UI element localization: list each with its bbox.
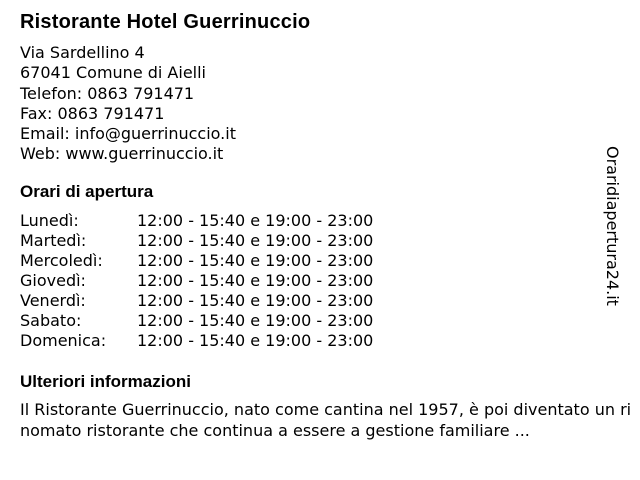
time-range: 12:00 - 15:40 e 19:00 - 23:00	[137, 311, 374, 331]
day-label: Domenica:	[20, 331, 107, 351]
day-label: Martedì:	[20, 230, 87, 250]
email-label: Email:	[20, 124, 75, 144]
time-range: 12:00 - 15:40 e 19:00 - 23:00	[137, 210, 374, 230]
time-range: 12:00 - 15:40 e 19:00 - 23:00	[137, 250, 374, 270]
street-address: Via Sardellino 4	[20, 43, 145, 62]
hours-row	[20, 311, 632, 331]
opening-hours-title: Orari di apertura	[20, 181, 154, 201]
hours-row	[20, 331, 632, 351]
additional-info-text: Il Ristorante Guerrinuccio, nato come cantina nel 1957, è poi diventato un rinomato ristorante che continua a essere a gestione familiare ...	[20, 400, 632, 441]
hours-row	[20, 251, 632, 271]
city-address: 67041 Comune di Aielli	[20, 63, 206, 83]
web-label: Web:	[20, 144, 66, 164]
phone-number: Telefon: 0863 791471	[20, 83, 195, 103]
email-link[interactable]: info@guerrinuccio.it	[74, 124, 236, 144]
hours-row	[20, 271, 632, 291]
hours-row	[20, 291, 632, 311]
fax-number: Fax: 0863 791471	[20, 103, 165, 123]
day-label: Sabato:	[20, 311, 82, 331]
day-label: Giovedì:	[20, 271, 86, 291]
time-range: 12:00 - 15:40 e 19:00 - 23:00	[137, 230, 374, 250]
hours-row	[20, 231, 632, 251]
contact-block	[20, 43, 632, 165]
web-link[interactable]: www.guerrinuccio.it	[65, 144, 224, 164]
day-label: Lunedì:	[20, 210, 79, 230]
time-range: 12:00 - 15:40 e 19:00 - 23:00	[137, 291, 374, 311]
web-line	[20, 144, 632, 164]
brand-watermark: Oraridiapertura24.it	[603, 146, 622, 306]
time-range: 12:00 - 15:40 e 19:00 - 23:00	[137, 271, 374, 291]
business-name: Ristorante Hotel Guerrinuccio	[20, 11, 311, 33]
hours-row	[20, 211, 632, 231]
business-card	[20, 9, 632, 441]
opening-hours-table	[20, 211, 632, 352]
day-label: Venerdì:	[20, 291, 86, 311]
day-label: Mercoledì:	[20, 250, 103, 270]
email-line	[20, 124, 632, 144]
additional-info-title: Ulteriori informazioni	[20, 372, 191, 392]
time-range: 12:00 - 15:40 e 19:00 - 23:00	[137, 331, 374, 351]
